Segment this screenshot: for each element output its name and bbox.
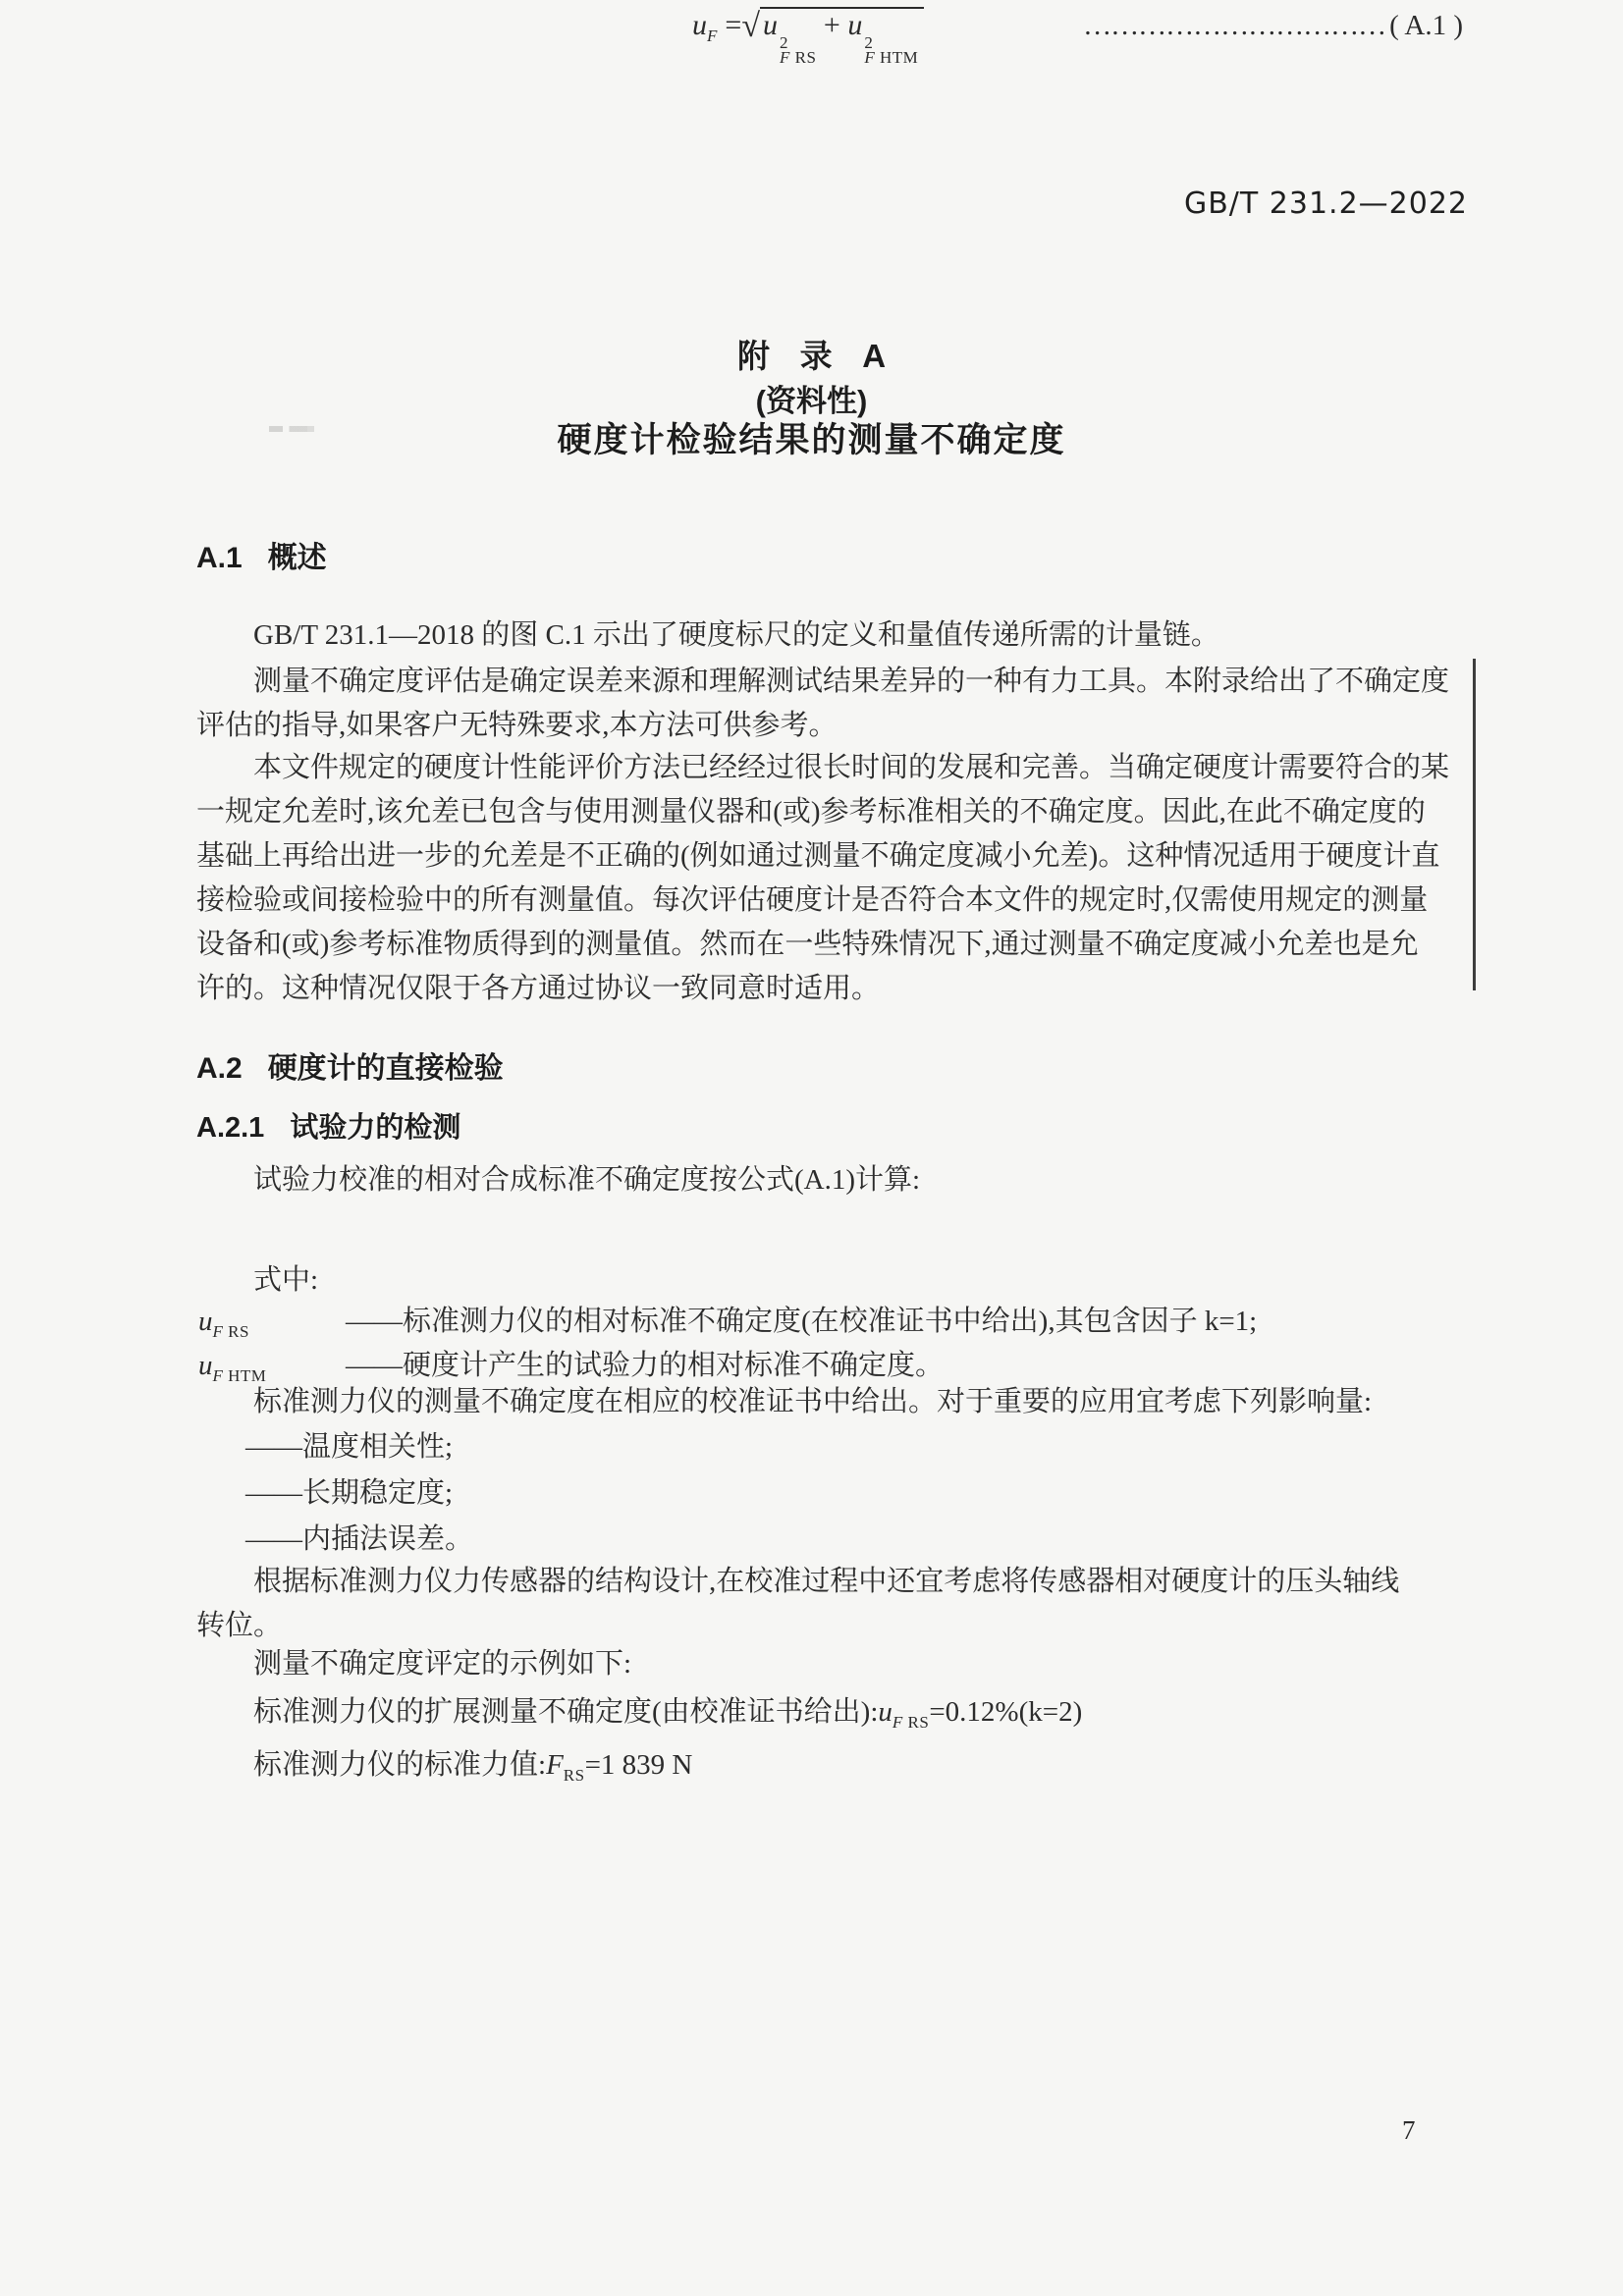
text-line: GB/T 231.1—2018 的图 C.1 示出了硬度标尺的定义和量值传递所需的计量链。 <box>253 619 1219 651</box>
symbol-sub-f: F <box>212 1321 224 1341</box>
radicand <box>760 7 924 67</box>
term1-subscript <box>780 50 816 65</box>
list-item: ——温度相关性; <box>245 1431 454 1463</box>
term1-sub-tag: RS <box>794 48 817 67</box>
section-title: 试验力的检测 <box>290 1112 461 1144</box>
text-line: 基础上再给出进一步的允差是不正确的(例如通过测量不确定度减小允差)。这种情况适用于硬度计直 <box>196 840 1440 872</box>
paragraph-2 <box>196 660 1465 748</box>
example2-value: =1 839 N <box>584 1749 693 1781</box>
example1-sub-f: F <box>892 1712 903 1732</box>
term2-sub-f: F <box>864 48 876 67</box>
section-number: A.2.1 <box>196 1112 265 1144</box>
formula-lhs-sub: F <box>707 27 718 45</box>
formula-lhs-var: u <box>692 9 707 41</box>
influences-list <box>196 1425 1465 1562</box>
symbol-var: u <box>198 1306 213 1337</box>
definition-text: 标准测力仪的相对标准不确定度(在校准证书中给出),其包含因子 k=1; <box>403 1306 1258 1337</box>
text-line: 设备和(或)参考标准物质得到的测量值。然而在一些特殊情况下,通过测量不确定度减小允差也是允 <box>196 929 1419 960</box>
paragraph-3 <box>196 746 1465 1011</box>
example1-sub-tag: RS <box>907 1712 930 1732</box>
radical-sign: √ <box>741 8 760 44</box>
annex-title: 附 录 A <box>736 338 887 374</box>
example1-value: =0.12%(k=2) <box>929 1696 1083 1728</box>
term2-scripts <box>864 35 918 65</box>
scan-artifact-mark <box>269 426 314 432</box>
formula-a1-row <box>196 0 1465 67</box>
term2-subscript <box>864 50 918 65</box>
text-line: 式中: <box>253 1264 319 1296</box>
text-line: 测量不确定度评定的示例如下: <box>253 1648 632 1680</box>
text-line: 测量不确定度评估是确定误差来源和理解测试结果差异的一种有力工具。本附录给出了不确定度 <box>253 666 1450 697</box>
symbol-var: u <box>198 1350 213 1381</box>
term1-scripts <box>780 35 816 65</box>
list-item: ——内插法误差。 <box>245 1523 474 1555</box>
text-line: 标准测力仪的测量不确定度在相应的校准证书中给出。对于重要的应用宜考虑下列影响量: <box>253 1386 1373 1417</box>
dot-leader: …………………………… <box>1083 10 1386 41</box>
term2-exponent: 2 <box>864 33 873 52</box>
formula-number: ( A.1 ) <box>1389 10 1463 41</box>
term2-sub-tag: HTM <box>879 48 919 67</box>
plus-sign: + <box>823 9 840 41</box>
section-number: A.2 <box>196 1052 243 1085</box>
influences-intro-paragraph <box>196 1380 1465 1424</box>
section-heading-a2 <box>196 1043 504 1087</box>
text-line: 一规定允差时,该允差已包含与使用测量仪器和(或)参考标准相关的不确定度。因此,在此不确定度的 <box>196 796 1426 828</box>
symbol-sub-f: F <box>212 1365 224 1385</box>
formula-a1 <box>692 0 924 65</box>
section-title: 概述 <box>267 542 327 574</box>
example1-var: u <box>878 1696 893 1728</box>
symbol-sub-tag: HTM <box>228 1365 267 1385</box>
list-item: ——长期稳定度; <box>245 1477 454 1509</box>
section-heading-a1 <box>196 533 327 576</box>
text-line: 评估的指导,如果客户无特殊要求,本方法可供参考。 <box>196 710 838 741</box>
section-number: A.1 <box>196 542 243 574</box>
example2-prefix: 标准测力仪的标准力值: <box>253 1749 547 1781</box>
definition-text: 硬度计产生的试验力的相对标准不确定度。 <box>403 1350 945 1381</box>
symbol-definition-row <box>198 1299 1465 1344</box>
revision-change-bar <box>1473 659 1476 990</box>
symbol-subscript <box>213 1322 249 1341</box>
formula-intro-paragraph <box>196 1158 1465 1202</box>
formula-dot-leader-and-number <box>1083 0 1463 51</box>
section-title: 硬度计的直接检验 <box>267 1052 504 1085</box>
example-line-2 <box>196 1743 1465 1788</box>
annex-subject-title: 硬度计检验结果的测量不确定度 <box>557 421 1066 459</box>
text-line: 许的。这种情况仅限于各方通过协议一致同意时适用。 <box>196 973 881 1004</box>
example-intro-paragraph <box>196 1642 1465 1686</box>
term1-sub-f: F <box>779 48 790 67</box>
term2-var: u <box>847 9 863 41</box>
example-line-1 <box>196 1690 1465 1735</box>
sensor-paragraph <box>196 1560 1465 1648</box>
standard-code-header: GB/T 231.2—2022 <box>1183 187 1468 221</box>
example1-subscript <box>893 1713 929 1732</box>
example2-subscript <box>564 1766 585 1785</box>
page-number: 7 <box>1402 2115 1416 2145</box>
example2-var: F <box>546 1749 564 1781</box>
equals-sign: = <box>725 9 742 41</box>
text-line: 转位。 <box>196 1610 283 1641</box>
where-clause <box>196 1258 1465 1303</box>
symbol-u-frs <box>198 1299 346 1344</box>
annex-type-label: (资料性) <box>755 384 868 418</box>
text-line: 根据标准测力仪力传感器的结构设计,在校准过程中还宜考虑将传感器相对硬度计的压头轴线 <box>253 1566 1400 1597</box>
text-line: 试验力校准的相对合成标准不确定度按公式(A.1)计算: <box>253 1164 921 1196</box>
definition-dash: —— <box>346 1306 403 1337</box>
paragraph-1 <box>196 614 1465 658</box>
text-line: 接检验或间接检验中的所有测量值。每次评估硬度计是否符合本文件的规定时,仅需使用规定的测量 <box>196 884 1429 916</box>
example1-prefix: 标准测力仪的扩展测量不确定度(由校准证书给出): <box>253 1696 879 1728</box>
symbol-sub-tag: RS <box>228 1321 249 1341</box>
term1-exponent: 2 <box>779 33 788 52</box>
section-heading-a21 <box>196 1105 460 1146</box>
example2-sub-tag: RS <box>563 1765 585 1785</box>
text-line: 本文件规定的硬度计性能评价方法已经经过很长时间的发展和完善。当确定硬度计需要符合的某 <box>253 752 1450 783</box>
definition-dash: —— <box>346 1350 403 1381</box>
term1-var: u <box>762 9 778 41</box>
